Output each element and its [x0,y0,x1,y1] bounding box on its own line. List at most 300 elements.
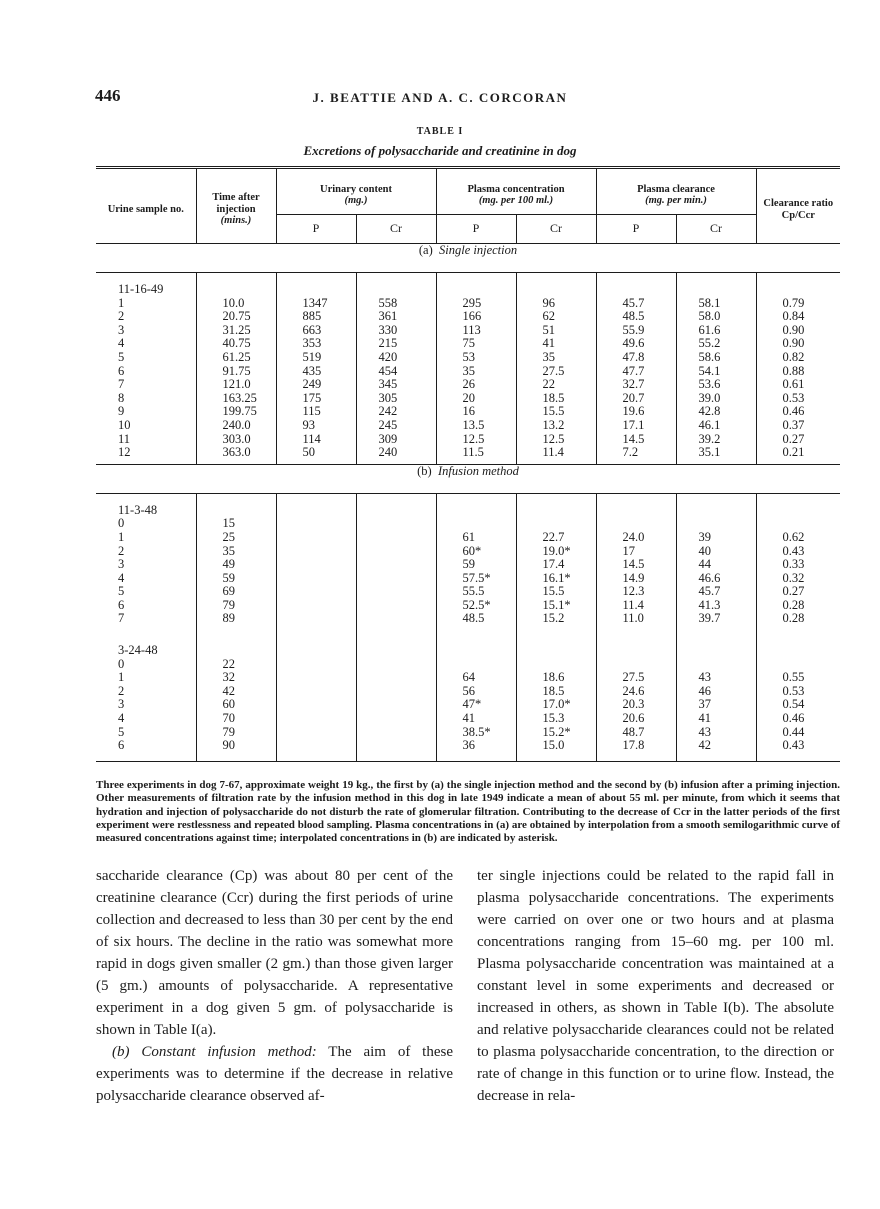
table-row [96,365,840,379]
cell: 245 [356,419,436,433]
cell [356,671,436,685]
cell [356,726,436,740]
cell: 0.32 [756,572,840,586]
cell: 19.0* [516,545,596,559]
cell: 58.1 [676,297,756,311]
cell: 558 [356,297,436,311]
cell: 79 [196,599,276,613]
header-time-unit: (mins.) [220,215,252,227]
cell: 48.5 [596,310,676,324]
cell: 3 [118,697,125,712]
cell [276,698,356,712]
cell: 2 [118,309,125,324]
cell: 0.79 [756,297,840,311]
cell: 22 [516,378,596,392]
header-plasma-conc-label: Plasma concentration [467,183,565,195]
cell: 17.1 [596,419,676,433]
cell: 55.5 [436,585,516,599]
cell: 48.5 [436,612,516,630]
cell: 52.5* [436,599,516,613]
cell: 5 [118,349,125,364]
cell: 89 [196,612,276,630]
header-urinary-cr: Cr [356,215,436,244]
cell: 38.5* [436,726,516,740]
table-row [96,324,840,338]
cell: 61 [436,531,516,545]
table-row [96,726,840,740]
cell: 47.7 [596,365,676,379]
cell: 113 [436,324,516,338]
cell: 199.75 [196,405,276,419]
cell: 20 [436,392,516,406]
section-a-label: (a) [418,243,433,257]
cell: 0.62 [756,531,840,545]
header-urine-sample: Urine sample no. [96,168,196,244]
cell: 11.5 [436,446,516,464]
cell [756,658,840,672]
cell: 17.0* [516,698,596,712]
cell [276,558,356,572]
body-column-left [96,865,453,1107]
cell: 60 [196,698,276,712]
header-plasma-clearance [596,168,756,215]
table-row [96,351,840,365]
cell: 24.6 [596,685,676,699]
header-clearance-ratio [756,168,840,244]
cell: 43 [676,671,756,685]
cell: 61.25 [196,351,276,365]
cell: 0.28 [756,612,840,630]
cell [356,698,436,712]
header-plasma-clear-unit: (mg. per min.) [645,195,707,206]
cell: 64 [436,671,516,685]
cell: 42.8 [676,405,756,419]
cell: 75 [436,337,516,351]
cell [276,671,356,685]
cell: 115 [276,405,356,419]
cell: 59 [436,558,516,572]
cell: 43 [676,726,756,740]
cell: 91.75 [196,365,276,379]
cell: 20.3 [596,698,676,712]
cell [276,572,356,586]
cell: 41.3 [676,599,756,613]
cell: 41 [436,712,516,726]
cell: 60* [436,545,516,559]
cell: 15.0 [516,739,596,757]
cell: 8 [118,390,125,405]
cell: 0.46 [756,405,840,419]
header-ratio-label: Clearance ratio [763,198,834,209]
cell: 240 [356,446,436,464]
table-row [96,337,840,351]
cell: 249 [276,378,356,392]
cell: 48.7 [596,726,676,740]
cell [276,685,356,699]
table-row [96,419,840,433]
table-row [96,658,840,672]
cell: 363.0 [196,446,276,464]
cell: 15.2 [516,612,596,630]
cell: 46.1 [676,419,756,433]
section-b-name: Infusion method [437,463,519,478]
section-a-title [96,244,840,273]
cell: 0.44 [756,726,840,740]
cell: 13.5 [436,419,516,433]
table-row [96,599,840,613]
cell: 11.4 [516,446,596,464]
cell: 35.1 [676,446,756,464]
cell: 61.6 [676,324,756,338]
cell: 27.5 [596,671,676,685]
cell: 242 [356,405,436,419]
cell [356,739,436,757]
group-id-row [96,630,840,658]
section-b-label: (b) [417,463,432,478]
cell: 0.90 [756,324,840,338]
table-row [96,531,840,545]
cell: 0.53 [756,392,840,406]
cell: 663 [276,324,356,338]
cell: 7 [118,611,125,626]
cell: 0.33 [756,558,840,572]
section-b-row [96,464,840,493]
cell: 309 [356,433,436,447]
cell: 215 [356,337,436,351]
cell: 0.88 [756,365,840,379]
cell: 20.6 [596,712,676,726]
table-row [96,698,840,712]
cell: 17.4 [516,558,596,572]
cell: 53 [436,351,516,365]
cell: 54.1 [676,365,756,379]
table-row [96,685,840,699]
cell: 15 [196,517,276,531]
cell: 0.43 [756,739,840,757]
cell: 19.6 [596,405,676,419]
cell: 16.1* [516,572,596,586]
cell: 114 [276,433,356,447]
cell: 32 [196,671,276,685]
cell: 16 [436,405,516,419]
cell: 0.84 [756,310,840,324]
cell: 41 [676,712,756,726]
cell: 12.5 [436,433,516,447]
page-number: 446 [95,86,121,105]
cell: 35 [436,365,516,379]
table-row [96,310,840,324]
cell: 24.0 [596,531,676,545]
table-footnote: Three experiments in dog 7-67, approximate weight 19 kg., the first by (a) the single injection method and the second by (b) infusion after a priming injection. Other measurements of filtration rate by the infusion method in this dog in late 1949 indicate a mean of about 55 ml. per minute, from which it seems that hydration and injection of polysaccharide do not disturb the rate of glomerular filtration. Contributing to the decrease of Ccr in the latter periods of the first experiment were restlessness and repeated blood sampling. Plasma concentrations in (a) are obtained by interpolation from a smooth semilogarithmic curve of measured concentrations against time; interpolated concentrations in (b) are indicated by asterisk. [96,779,840,845]
cell: 15.5 [516,405,596,419]
cell: 11.0 [596,612,676,630]
header-ratio-formula: Cp/Ccr [781,209,815,221]
header-urinary-content [276,168,436,215]
cell: 50 [276,446,356,464]
cell: 44 [676,558,756,572]
cell: 47* [436,698,516,712]
cell: 240.0 [196,419,276,433]
table-row [96,517,840,531]
table-section-single-injection [96,244,840,465]
paragraph: saccharide clearance (Cp) was about 80 per cent of the creatinine clearance (Ccr) during the first periods of urine collection and decreased to less than 30 per cent by the end of six hours. The decline in the ratio was somewhat more rapid in dogs given smaller (2 gm.) than those given larger (5 gm.) amounts of polysaccharide. A representative experiment in a dog given 5 gm. of polysaccharide is shown in Table I(a). [96,868,453,1038]
cell: 295 [436,297,516,311]
cell: 58.6 [676,351,756,365]
cell: 22 [196,658,276,672]
cell: 353 [276,337,356,351]
cell: 6 [118,738,125,753]
cell: 90 [196,739,276,757]
cell: 37 [676,698,756,712]
cell: 46 [676,685,756,699]
table-row [96,433,840,447]
section-a-row [96,244,840,273]
cell: 420 [356,351,436,365]
header-plasma-clear-cr: Cr [676,215,756,244]
table-row [96,572,840,586]
section-b-title [96,464,840,493]
cell [756,517,840,531]
cell: 15.1* [516,599,596,613]
cell: 121.0 [196,378,276,392]
table-row [96,378,840,392]
cell [276,726,356,740]
cell: 13.2 [516,419,596,433]
cell: 26 [436,378,516,392]
table-title: Excretions of polysaccharide and creatinine in dog [303,143,577,158]
cell: 9 [118,404,125,419]
cell: 35 [196,545,276,559]
header-plasma-clear-p: P [596,215,676,244]
cell [276,517,356,531]
cell: 36 [436,739,516,757]
cell: 3 [118,322,125,337]
cell: 6 [118,597,125,612]
cell: 1347 [276,297,356,311]
cell [356,685,436,699]
table-row [96,585,840,599]
cell: 25 [196,531,276,545]
header-plasma-conc-unit: (mg. per 100 ml.) [478,195,554,206]
cell: 0.28 [756,599,840,613]
cell: 17.8 [596,739,676,757]
cell: 18.5 [516,685,596,699]
cell [276,612,356,630]
cell: 18.6 [516,671,596,685]
cell [276,712,356,726]
cell [276,739,356,757]
cell: 305 [356,392,436,406]
cell [676,517,756,531]
cell: 15.5 [516,585,596,599]
cell: 7 [118,377,125,392]
cell [596,517,676,531]
cell: 22.7 [516,531,596,545]
cell: 15.3 [516,712,596,726]
header-urinary-unit: (mg.) [344,195,368,206]
cell: 4 [118,570,125,585]
cell: 14.5 [596,433,676,447]
cell: 330 [356,324,436,338]
cell: 0.27 [756,585,840,599]
cell: 69 [196,585,276,599]
cell: 11 [118,431,131,446]
cell [356,517,436,531]
data-table [96,166,840,762]
cell [356,712,436,726]
table-row [96,297,840,311]
cell: 11.4 [596,599,676,613]
cell: 14.5 [596,558,676,572]
cell: 163.25 [196,392,276,406]
cell [436,517,516,531]
cell: 49.6 [596,337,676,351]
cell: 18.5 [516,392,596,406]
running-head: J. BEATTIE AND A. C. CORCORAN [312,90,568,105]
cell: 47.8 [596,351,676,365]
cell: 3 [118,557,125,572]
group-id: 11-3-48 [118,502,158,517]
cell: 0.43 [756,545,840,559]
cell: 0.46 [756,712,840,726]
cell [356,558,436,572]
header-plasma-clear-label: Plasma clearance [637,183,715,195]
cell: 435 [276,365,356,379]
cell: 1 [118,295,125,310]
cell: 885 [276,310,356,324]
cell: 0.55 [756,671,840,685]
cell: 45.7 [596,297,676,311]
cell: 55.2 [676,337,756,351]
cell [276,531,356,545]
cell [276,545,356,559]
cell [356,531,436,545]
cell: 70 [196,712,276,726]
cell: 46.6 [676,572,756,586]
cell [356,572,436,586]
cell [356,612,436,630]
group-id: 3-24-48 [118,643,158,658]
cell [356,545,436,559]
cell: 41 [516,337,596,351]
table-row [96,446,840,464]
cell: 5 [118,724,125,739]
cell: 31.25 [196,324,276,338]
cell: 58.0 [676,310,756,324]
cell: 5 [118,584,125,599]
cell: 93 [276,419,356,433]
header-time-after [196,168,276,244]
table-row [96,739,840,757]
cell: 0 [118,516,125,531]
cell: 40 [676,545,756,559]
header-plasma-conc-p: P [436,215,516,244]
cell [676,658,756,672]
cell: 32.7 [596,378,676,392]
cell: 0.90 [756,337,840,351]
cell: 0.54 [756,698,840,712]
cell [436,658,516,672]
cell: 35 [516,351,596,365]
cell: 4 [118,336,125,351]
cell: 55.9 [596,324,676,338]
cell: 20.75 [196,310,276,324]
cell: 0.37 [756,419,840,433]
cell: 519 [276,351,356,365]
group-id-row [96,273,840,297]
cell: 96 [516,297,596,311]
cell: 0.27 [756,433,840,447]
group-id-row [96,493,840,517]
cell: 166 [436,310,516,324]
cell: 51 [516,324,596,338]
paragraph-heading: (b) Constant infusion method: [112,1044,317,1060]
cell: 39.7 [676,612,756,630]
cell: 6 [118,363,125,378]
table-row [96,612,840,630]
cell: 40.75 [196,337,276,351]
cell: 2 [118,543,125,558]
cell [516,517,596,531]
cell: 15.2* [516,726,596,740]
cell: 39.0 [676,392,756,406]
cell: 0 [118,656,125,671]
table-row [96,392,840,406]
cell [516,658,596,672]
cell: 49 [196,558,276,572]
header-plasma-concentration [436,168,596,215]
cell [276,585,356,599]
cell: 42 [196,685,276,699]
cell: 12 [118,445,131,460]
cell: 0.53 [756,685,840,699]
cell: 12.3 [596,585,676,599]
cell [356,599,436,613]
table-row [96,671,840,685]
table-label: TABLE I [416,126,464,137]
cell: 175 [276,392,356,406]
paragraph [96,1041,453,1107]
cell: 42 [676,739,756,757]
cell: 53.6 [676,378,756,392]
cell: 4 [118,711,125,726]
table-row [96,712,840,726]
cell: 361 [356,310,436,324]
cell: 62 [516,310,596,324]
header-urinary-p: P [276,215,356,244]
cell: 56 [436,685,516,699]
cell [356,585,436,599]
group-id: 11-16-49 [118,282,164,296]
cell: 0.61 [756,378,840,392]
cell: 39 [676,531,756,545]
cell: 20.7 [596,392,676,406]
table-section-infusion-method [96,464,840,630]
cell: 14.9 [596,572,676,586]
section-a-name: Single injection [439,243,518,257]
cell [356,658,436,672]
cell: 45.7 [676,585,756,599]
paragraph: ter single injections could be related to the rapid fall in plasma polysaccharide concentrations. The experiments were carried on over one or two hours and at plasma concentrations ranging from 15–60 mg. per 100 ml. Plasma polysaccharide concentration was maintained at a constant level in some experiments and decreased or increased in others, as shown in Table I(b). The absolute and relative polysaccharide clearances could not be related to plasma polysaccharide concentration, to the direction or rate of change in this function or to urine flow. Instead, the decrease in rela- [477,868,834,1104]
cell: 1 [118,670,125,685]
cell: 12.5 [516,433,596,447]
cell: 0.82 [756,351,840,365]
header-urinary-label: Urinary content [319,183,393,195]
cell: 10 [118,417,131,432]
cell: 345 [356,378,436,392]
table-row [96,545,840,559]
cell: 10.0 [196,297,276,311]
